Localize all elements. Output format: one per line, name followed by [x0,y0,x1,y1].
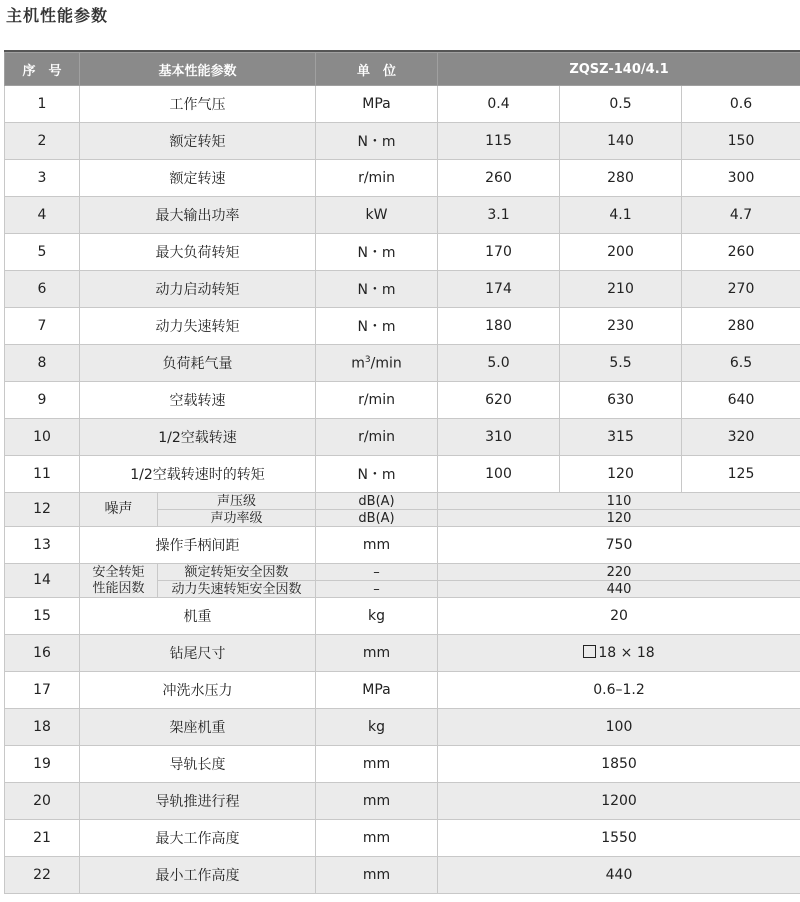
row-value-1: 3.1 [438,197,560,234]
row-no: 12 [5,493,80,527]
row-value: 220 [438,564,800,581]
row-param: 冲洗水压力 [80,672,316,709]
row-no: 19 [5,746,80,783]
row-unit [316,345,438,382]
unit-rest: /min [370,355,402,372]
row-value-2: 230 [560,308,682,345]
row-value-2: 120 [560,456,682,493]
row-param: 额定转矩 [80,123,316,160]
row-param: 机重 [80,598,316,635]
row-unit: – [316,581,438,598]
table-row [5,160,800,197]
table-row [5,527,800,564]
row-param: 最大工作高度 [80,820,316,857]
row-unit: mm [316,820,438,857]
row-unit: mm [316,783,438,820]
performance-table [4,52,800,894]
table-row-safety-1 [5,564,800,581]
row-param: 动力失速转矩 [80,308,316,345]
row-value-1: 620 [438,382,560,419]
row-value-1: 5.0 [438,345,560,382]
row-unit: dB(A) [316,510,438,527]
row-no: 11 [5,456,80,493]
table-row [5,820,800,857]
table-row [5,746,800,783]
row-no: 7 [5,308,80,345]
row-value [438,635,800,672]
row-value: 1850 [438,746,800,783]
header-row [5,53,800,86]
row-no: 8 [5,345,80,382]
row-value-1: 260 [438,160,560,197]
table-row [5,598,800,635]
row-no: 5 [5,234,80,271]
row-group-safety-1: 安全转矩 [80,564,158,581]
row-param: 最小工作高度 [80,857,316,894]
row-value-2: 630 [560,382,682,419]
row-value-3: 280 [682,308,800,345]
row-no: 16 [5,635,80,672]
row-value-3: 150 [682,123,800,160]
row-no: 6 [5,271,80,308]
row-value: 440 [438,857,800,894]
row-value: 1200 [438,783,800,820]
row-value-3: 4.7 [682,197,800,234]
header-unit: 单 位 [316,53,438,86]
row-unit: – [316,564,438,581]
row-value: 20 [438,598,800,635]
table-row-safety-2 [5,581,800,598]
row-value-2: 280 [560,160,682,197]
row-value-2: 140 [560,123,682,160]
page-title: 主机性能参数 [6,6,109,25]
unit-superscript: 3 [364,354,371,365]
table-row [5,197,800,234]
row-value-2: 5.5 [560,345,682,382]
row-no: 20 [5,783,80,820]
row-value-text: 18 × 18 [598,645,655,661]
row-param: 1/2空载转速 [80,419,316,456]
header-param: 基本性能参数 [80,53,316,86]
row-param: 钻尾尺寸 [80,635,316,672]
table-row [5,783,800,820]
row-value-3: 320 [682,419,800,456]
row-value-1: 180 [438,308,560,345]
row-value-1: 170 [438,234,560,271]
row-value: 110 [438,493,800,510]
table-row [5,709,800,746]
row-value: 750 [438,527,800,564]
row-value-1: 115 [438,123,560,160]
table-row [5,857,800,894]
row-unit: mm [316,857,438,894]
row-unit: dB(A) [316,493,438,510]
row-param: 空载转速 [80,382,316,419]
row-param: 导轨长度 [80,746,316,783]
row-no: 15 [5,598,80,635]
row-no: 9 [5,382,80,419]
row-value-3: 270 [682,271,800,308]
row-param: 负荷耗气量 [80,345,316,382]
row-param: 导轨推进行程 [80,783,316,820]
row-value-3: 260 [682,234,800,271]
row-unit: r/min [316,419,438,456]
row-value-1: 100 [438,456,560,493]
table-row [5,419,800,456]
row-value-3: 640 [682,382,800,419]
table-row [5,635,800,672]
row-unit: N・m [316,271,438,308]
table-row [5,672,800,709]
row-unit: N・m [316,123,438,160]
row-no: 3 [5,160,80,197]
row-no: 17 [5,672,80,709]
row-value-2: 210 [560,271,682,308]
row-value-2: 200 [560,234,682,271]
row-unit: MPa [316,86,438,123]
row-no: 22 [5,857,80,894]
row-value-1: 0.4 [438,86,560,123]
row-value-1: 174 [438,271,560,308]
row-param: 额定转速 [80,160,316,197]
row-unit: N・m [316,234,438,271]
row-param: 动力启动转矩 [80,271,316,308]
row-group-noise: 噪声 [80,493,158,527]
row-unit: N・m [316,308,438,345]
row-unit: MPa [316,672,438,709]
row-value-2: 4.1 [560,197,682,234]
row-no: 21 [5,820,80,857]
table-row [5,234,800,271]
row-unit: N・m [316,456,438,493]
table-row [5,86,800,123]
table-row [5,345,800,382]
square-icon [583,645,596,658]
row-sub-param: 声功率级 [158,510,316,527]
row-value-2: 315 [560,419,682,456]
row-value-1: 310 [438,419,560,456]
table-row-noise-1 [5,493,800,510]
header-no: 序 号 [5,53,80,86]
row-sub-param: 声压级 [158,493,316,510]
row-unit: mm [316,746,438,783]
row-unit: mm [316,635,438,672]
table-row [5,382,800,419]
header-model: ZQSZ-140/4.1 [438,53,800,86]
row-no: 4 [5,197,80,234]
row-value-3: 0.6 [682,86,800,123]
row-unit: kW [316,197,438,234]
row-value-3: 300 [682,160,800,197]
row-unit: r/min [316,160,438,197]
row-value-3: 6.5 [682,345,800,382]
table-row [5,308,800,345]
table-row [5,271,800,308]
row-no: 13 [5,527,80,564]
row-sub-param: 动力失速转矩安全因数 [158,581,316,598]
table-row [5,456,800,493]
row-value: 1550 [438,820,800,857]
row-unit: mm [316,527,438,564]
row-param: 最大负荷转矩 [80,234,316,271]
row-param: 1/2空载转速时的转矩 [80,456,316,493]
row-param: 最大输出功率 [80,197,316,234]
row-no: 1 [5,86,80,123]
row-param: 架座机重 [80,709,316,746]
row-value-2: 0.5 [560,86,682,123]
row-value: 0.6–1.2 [438,672,800,709]
row-unit: kg [316,598,438,635]
row-group-safety-2: 性能因数 [80,581,158,598]
row-value: 440 [438,581,800,598]
unit-base: m [351,355,365,372]
row-unit: kg [316,709,438,746]
row-param: 工作气压 [80,86,316,123]
row-value: 100 [438,709,800,746]
row-no: 2 [5,123,80,160]
row-unit: r/min [316,382,438,419]
row-no: 10 [5,419,80,456]
row-sub-param: 额定转矩安全因数 [158,564,316,581]
row-value-3: 125 [682,456,800,493]
row-value: 120 [438,510,800,527]
row-no: 18 [5,709,80,746]
row-param: 操作手柄间距 [80,527,316,564]
table-row [5,123,800,160]
row-no: 14 [5,564,80,598]
